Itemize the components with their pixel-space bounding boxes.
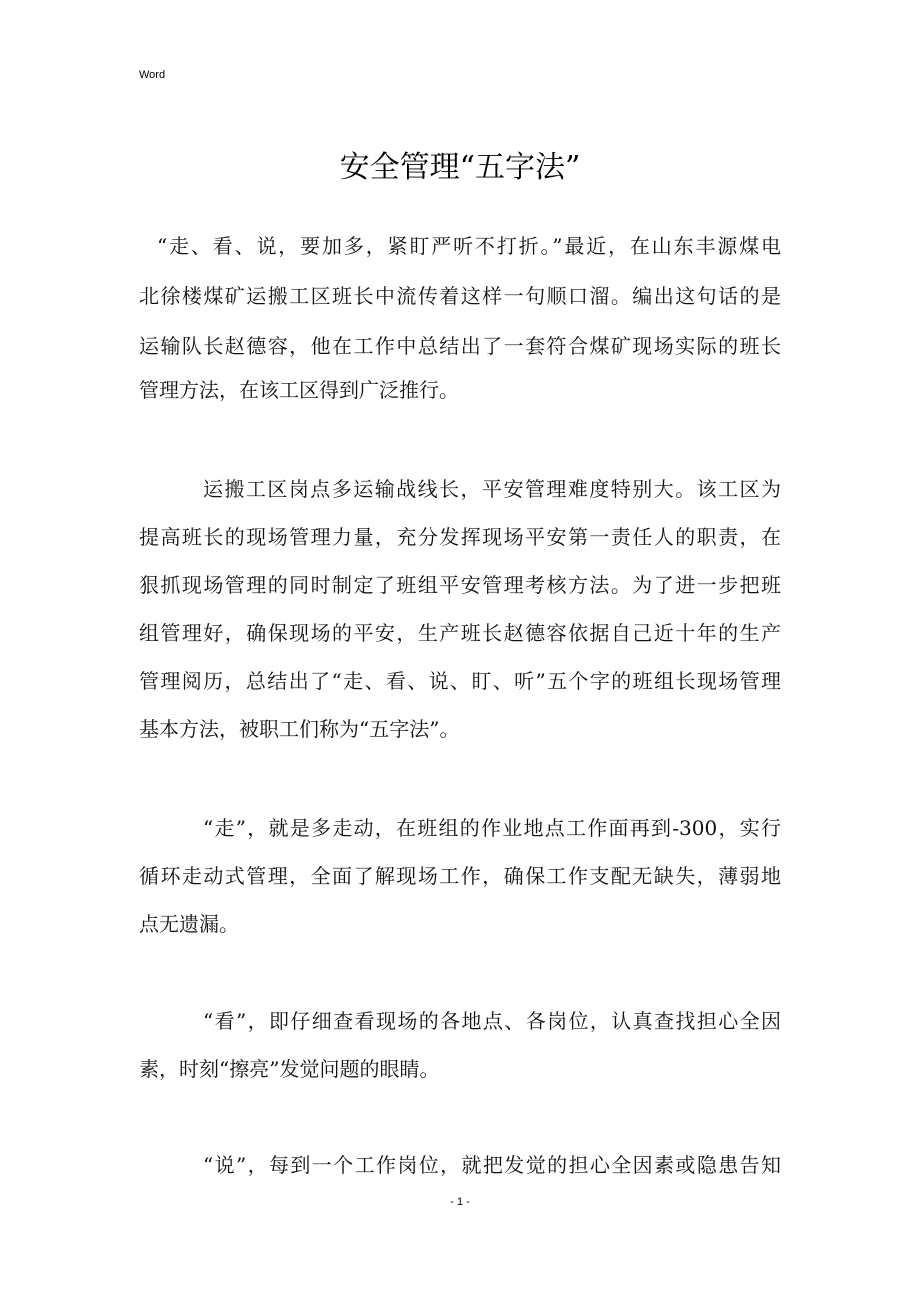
paragraph-line: “走、看、说，要加多，紧盯严听不打折。”最近，在山东丰源煤电 (157, 234, 781, 258)
page-number: - 1 - (450, 1196, 470, 1208)
paragraph-line: 组管理好，确保现场的平安，生产班长赵德容依据自己近十年的生产 (139, 621, 781, 645)
paragraph-line: 运搬工区岗点多运输战线长，平安管理难度特别大。该工区为 (203, 477, 781, 501)
paragraph-line: 提高班长的现场管理力量，充分发挥现场平安第一责任人的职责，在 (139, 525, 781, 549)
page-header-label: Word (139, 69, 166, 81)
paragraph-line: 管理方法，在该工区得到广泛推行。 (139, 378, 459, 402)
paragraph-line: “走”，就是多走动，在班组的作业地点工作面再到-300，实行 (203, 816, 781, 840)
paragraph-line: 管理阅历，总结出了“走、看、说、盯、听”五个字的班组长现场管理 (139, 669, 781, 693)
paragraph-line: “说”，每到一个工作岗位，就把发觉的担心全因素或隐患告知 (203, 1153, 781, 1177)
paragraph-line: 素，时刻“擦亮”发觉问题的眼睛。 (139, 1057, 440, 1081)
paragraph-line: 基本方法，被职工们称为“五字法”。 (139, 717, 460, 741)
paragraph-line: 狠抓现场管理的同时制定了班组平安管理考核方法。为了进一步把班 (139, 573, 781, 597)
paragraph-line: “看”，即仔细查看现场的各地点、各岗位，认真查找担心全因 (203, 1009, 781, 1033)
document-title: 安全管理“五字法” (339, 150, 581, 185)
paragraph-line: 点无遗漏。 (139, 912, 239, 936)
paragraph-line: 循环走动式管理，全面了解现场工作，确保工作支配无缺失，薄弱地 (139, 864, 781, 888)
paragraph-line: 运输队长赵德容，他在工作中总结出了一套符合煤矿现场实际的班长 (139, 334, 781, 358)
paragraph-line: 北徐楼煤矿运搬工区班长中流传着这样一句顺口溜。编出这句话的是 (139, 284, 781, 308)
